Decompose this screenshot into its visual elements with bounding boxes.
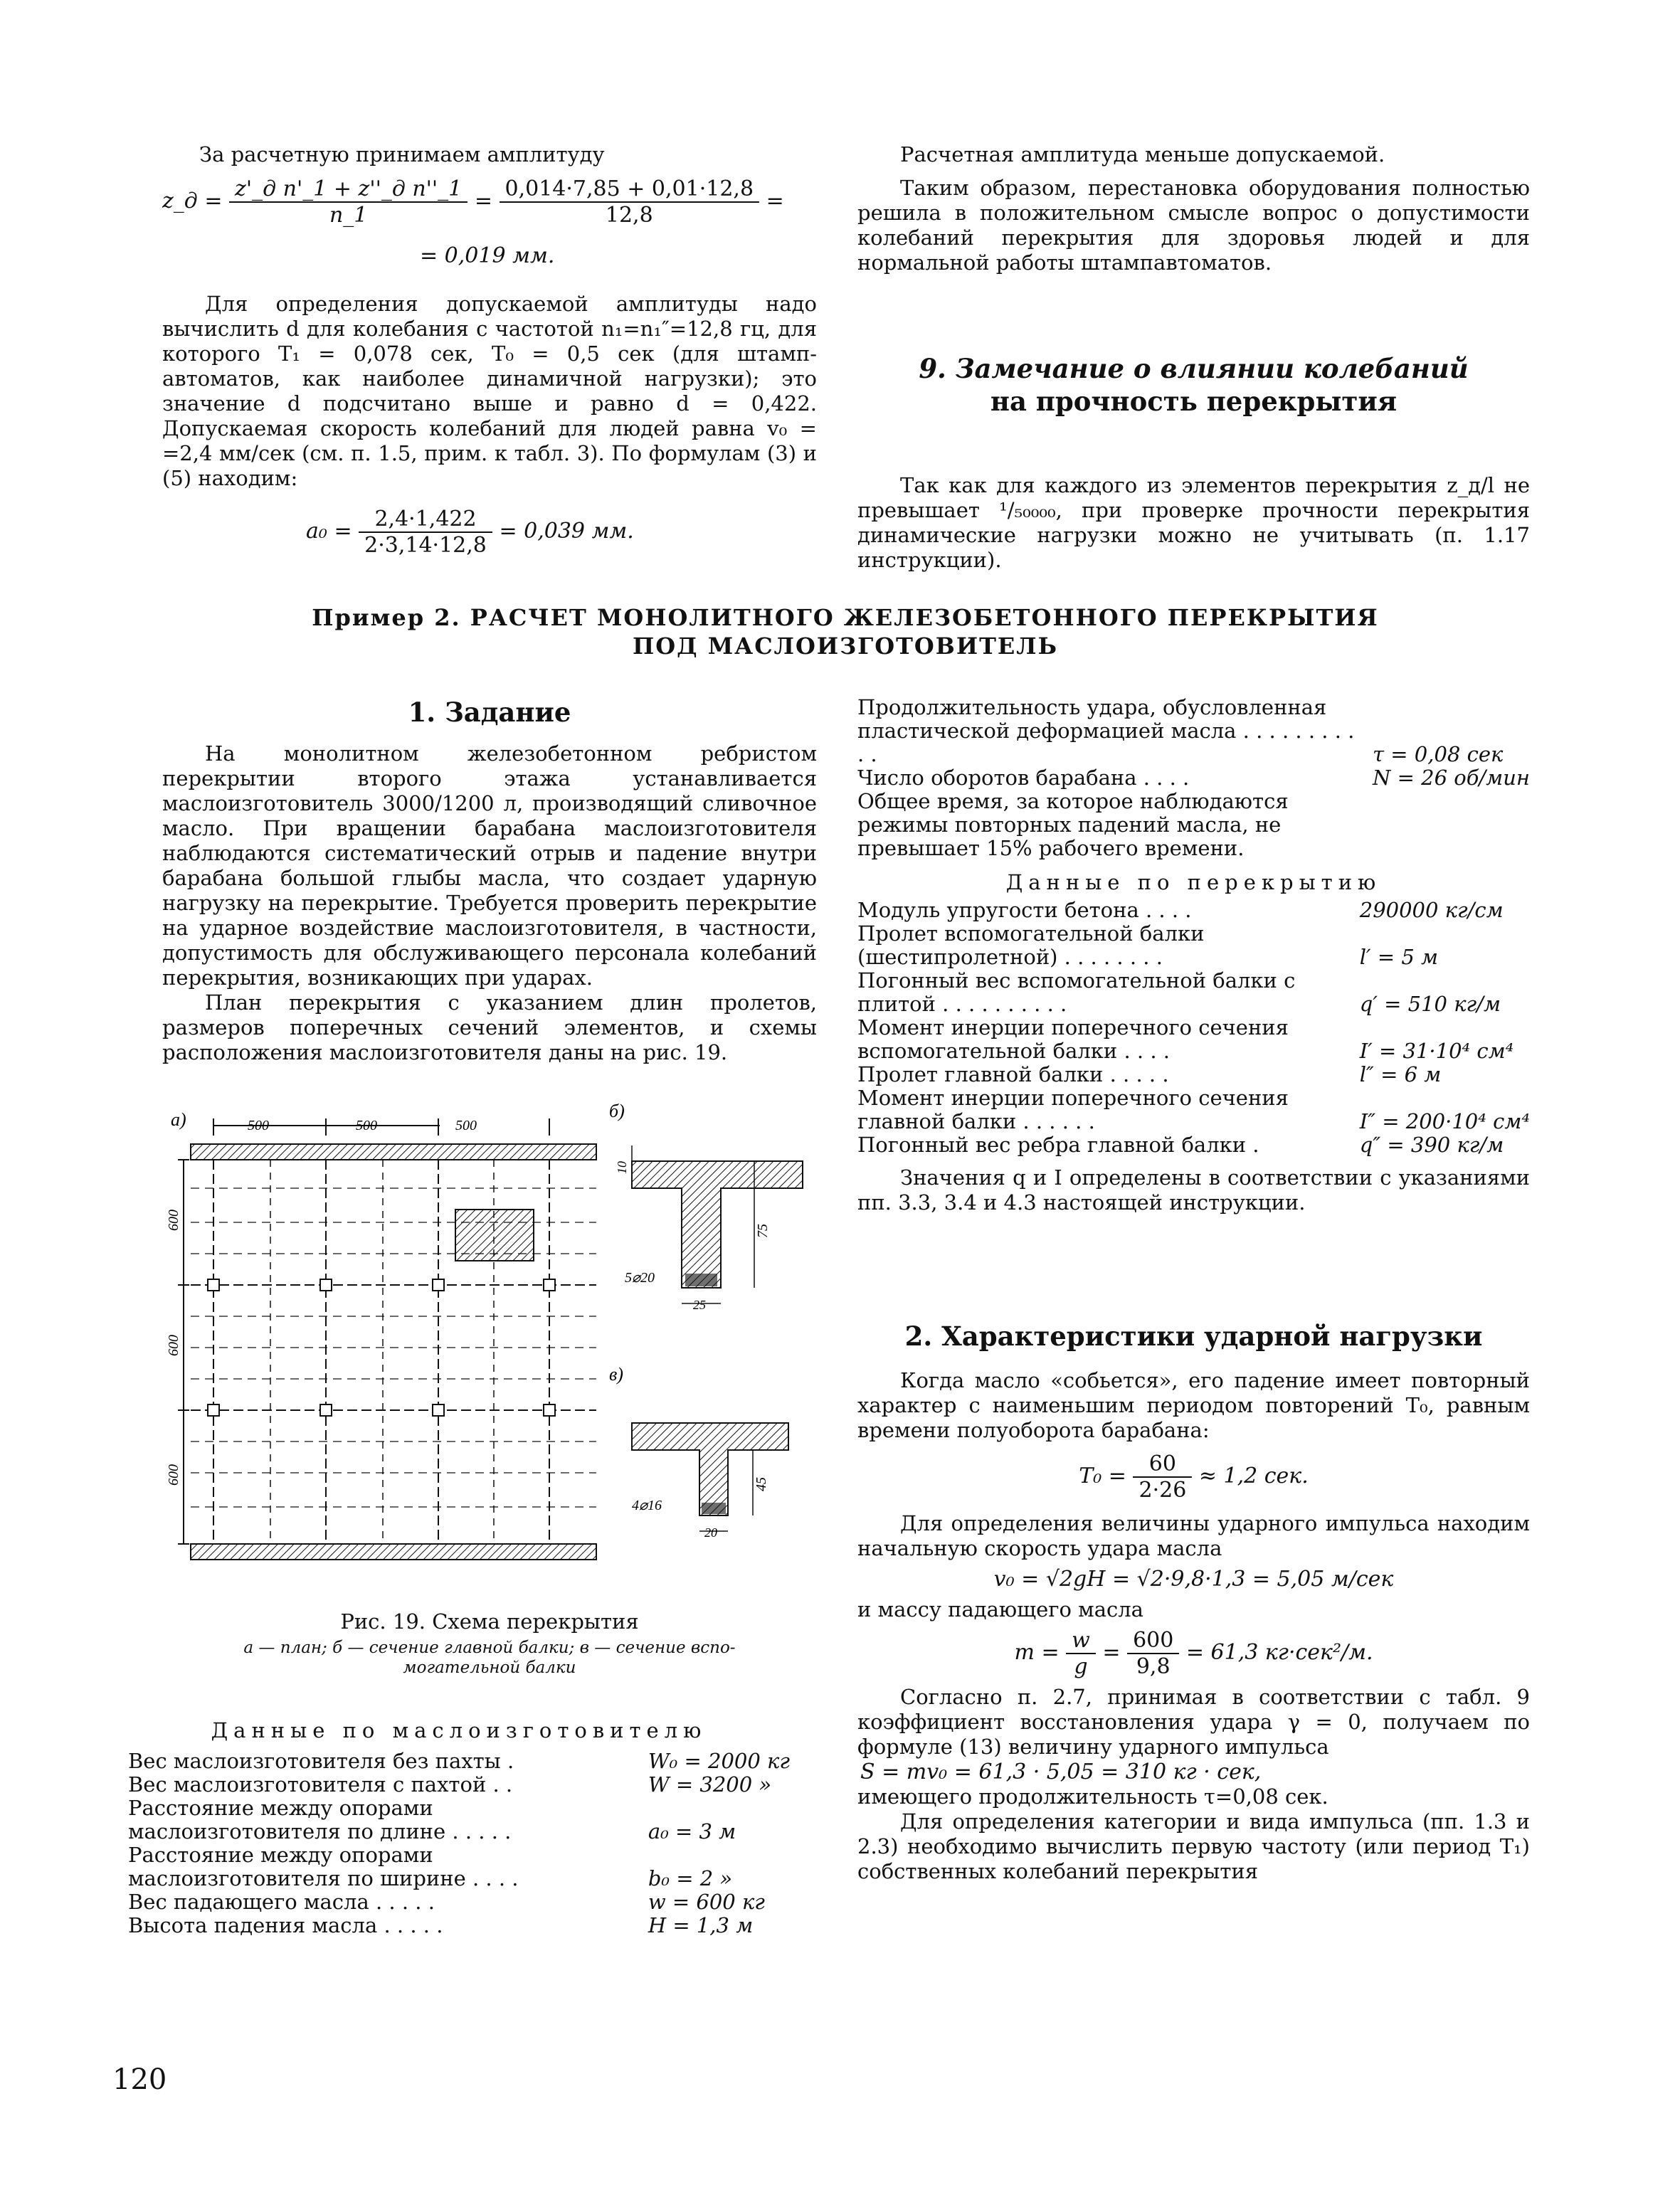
data-row-value: 290000 кг/см (1359, 898, 1504, 922)
fraction (500, 176, 760, 228)
formula-result: = 0,019 мм. (420, 243, 555, 268)
paragraph-repeat: Когда масло «собьется», его падение имеет повторный характер с наименьшим периодом повторений T₀, равным времени полуоборота барабана: (857, 1368, 1530, 1442)
section-2-title: 2. Характеристики ударной нагрузки (904, 1321, 1483, 1352)
data-row-label: Момент инерции поперечного сечения вспомогательной балки . . . . (857, 1015, 1289, 1063)
paragraph-duration: имеющего продолжительность τ=0,08 сек. (857, 1784, 1328, 1809)
formula-T0 (857, 1451, 1530, 1503)
label-v: в) (609, 1364, 623, 1385)
page-number: 120 (112, 2063, 167, 2096)
data-row-label: Расстояние между опорами маслоизготовителя по ширине . . . . (128, 1843, 519, 1890)
fraction (229, 176, 467, 228)
formula-result: = 61,3 кг·сек²/м. (1185, 1640, 1373, 1665)
data-row-label: Общее время, за которое наблюдаются режимы повторных падений масла, не превышает 15% рабочего времени. (857, 789, 1289, 860)
data-row-value: l′ = 5 м (1359, 945, 1439, 969)
data-row (857, 766, 1530, 790)
paragraph-d: Для определения допускаемой амплитуды надо вычислить d для колебания с частотой n₁=n₁″=12,8 гц, для которого T₁ = 0,078 сек, T₀ = 0,5 сек (для штамп-автоматов, как наиболее динамичной нагрузки); это значение d подсчитано выше и равно d = 0,422. Допускаемая скорость колебаний для людей равна v₀ = =2,4 мм/сек (см. п. 1.5, прим. к табл. 3). По формулам (3) и (5) находим: (162, 292, 817, 490)
paragraph-plan: План перекрытия с указанием длин пролетов, размеров поперечных сечений элементов, и схемы расположения маслоизготовителя даны на рис. 19. (162, 990, 817, 1064)
data-row-value: I′ = 31·10⁴ см⁴ (1359, 1039, 1514, 1063)
data-row (128, 1750, 790, 1773)
rebar-4d16: 4⌀16 (632, 1498, 662, 1513)
dim-600-3: 600 (166, 1464, 181, 1486)
fraction-denominator: g (1074, 1654, 1088, 1679)
fraction-denominator: 9,8 (1136, 1654, 1171, 1679)
fraction-denominator: n_1 (329, 203, 368, 228)
data-row (128, 1773, 790, 1797)
data-row-value: W = 3200 » (648, 1772, 772, 1797)
paragraph-conclusion: Таким образом, перестановка оборудования полностью решила в положительном смысле вопрос о допустимости колебаний перекрытия для здоровья людей и для нормальной работы штампавтоматов. (857, 176, 1530, 275)
paragraph-velocity: Для определения величины ударного импульса находим начальную скорость удара масла (857, 1511, 1530, 1560)
wall-bottom (191, 1544, 596, 1560)
data-row-value: H = 1,3 м (648, 1913, 754, 1937)
wall-top (191, 1144, 596, 1160)
formula-result: ≈ 1,2 сек. (1198, 1464, 1309, 1488)
note-q-i: Значения q и I определены в соответствии с указаниями пп. 3.3, 3.4 и 4.3 настоящей инструкции. (857, 1165, 1530, 1215)
data-row (857, 899, 1530, 922)
formula-lhs: a₀ = (306, 519, 352, 544)
fraction-denominator: 2·3,14·12,8 (364, 533, 487, 558)
data-row-label: Число оборотов барабана . . . . (857, 766, 1190, 790)
dim-20: 20 (704, 1525, 717, 1540)
data-row-value: W₀ = 2000 кг (648, 1749, 790, 1773)
data-row-value: w = 600 кг (648, 1890, 765, 1914)
paragraph-amplitude-less: Расчетная амплитуда меньше допускаемой. (900, 142, 1385, 166)
fraction-numerator: 600 (1127, 1628, 1179, 1654)
data-row-label: Вес маслоизготовителя без пахты . (128, 1749, 514, 1773)
data-row (128, 1914, 790, 1937)
data-row-value: τ = 0,08 сек (1373, 742, 1504, 766)
fraction-numerator: w (1066, 1628, 1096, 1654)
paragraph-task: На монолитном железобетонном ребристом перекрытии второго этажа устанавливается маслоизготовитель 3000/1200 л, производящий сливочное масло. При вращении барабана маслоизготовителя наблюдаются систематический отрыв и падение внутри барабана большой глыбы масла, что создает ударную нагрузку на перекрытие. Требуется проверить перекрытие на ударное воздействие маслоизготовителя, в частности, допустимость для обслуживающего персонала колебаний перекрытия, возникающих при ударах. (162, 741, 817, 990)
data-row-value (1363, 790, 1530, 860)
data-row (857, 1086, 1530, 1133)
data-row-label: Пролет вспомогательной балки (шестипролетной) . . . . . . . . (857, 921, 1205, 969)
fraction-denominator: 2·26 (1139, 1478, 1187, 1503)
section-9-title-line2: на прочность перекрытия (990, 386, 1398, 417)
data-row-value: b₀ = 2 » (648, 1866, 733, 1890)
paragraph-strength: Так как для каждого из элементов перекрытия z_д/l не превышает ¹/₅₀₀₀₀, при проверке прочности перекрытия динамические нагрузки можно не учитывать (п. 1.17 инструкции). (857, 473, 1530, 572)
fraction-numerator: z'_д n'_1 + z''_д n''_1 (229, 176, 467, 203)
data-row-label: Высота падения масла . . . . . (128, 1913, 443, 1937)
data-row (128, 1843, 790, 1890)
formula-lhs: T₀ = (1079, 1464, 1126, 1488)
formula-S: S = mv₀ = 61,3 · 5,05 = 310 кг · сек, (860, 1760, 1262, 1784)
machine-data-table (128, 1750, 790, 1937)
fraction-numerator: 60 (1133, 1451, 1192, 1478)
fraction (359, 507, 492, 558)
data-row (857, 969, 1530, 1016)
dim-75: 75 (755, 1224, 771, 1238)
dim-45: 45 (754, 1477, 769, 1491)
paragraph-category: Для определения категории и вида импульса (пп. 1.3 и 2.3) необходимо вычислить первую частоту (или период T₁) собственных колебаний перекрытия (857, 1809, 1530, 1883)
data-row-label: Вес маслоизготовителя с пахтой . . (128, 1772, 513, 1797)
equals-sign: = (1102, 1640, 1121, 1665)
equals-sign: = (766, 189, 784, 213)
main-beam-section (632, 1161, 803, 1288)
label-a: а) (171, 1109, 186, 1130)
example-title-line2: ПОД МАСЛОИЗГОТОВИТЕЛЬ (633, 633, 1058, 660)
data-row-value: q′ = 510 кг/м (1359, 992, 1501, 1016)
data-row-label: Вес падающего масла . . . . . (128, 1890, 435, 1914)
figure-caption: Рис. 19. Схема перекрытия (340, 1609, 639, 1634)
dim-500-3: 500 (455, 1118, 477, 1133)
data-row-value: l″ = 6 м (1359, 1062, 1442, 1086)
fraction-numerator: 0,014·7,85 + 0,01·12,8 (500, 176, 760, 203)
floor-data-title: Данные по перекрытию (1005, 870, 1382, 894)
dim-500-2: 500 (356, 1118, 377, 1133)
paragraph-mass: и массу падающего масла (857, 1597, 1143, 1621)
data-row-label: Момент инерции поперечного сечения главной балки . . . . . . (857, 1086, 1289, 1133)
data-row-label: Продолжительность удара, обусловленная пластической деформацией масла . . . . . . . . . . . (857, 695, 1355, 766)
figure-subcaption: а — план; б — сечение главной балки; в — сечение вспо- (243, 1639, 736, 1657)
fraction (1066, 1628, 1096, 1679)
data-row (857, 696, 1530, 766)
machine-data-title: Данные по маслоизготовителю (211, 1718, 707, 1742)
figure-19 (162, 1096, 817, 1594)
data-row-label: Погонный вес ребра главной балки . (857, 1133, 1259, 1157)
dim-600-1: 600 (166, 1210, 181, 1231)
data-row-value: N = 26 об/мин (1373, 766, 1530, 790)
formula-lhs: m = (1014, 1640, 1060, 1665)
data-row (857, 922, 1530, 969)
formula-zd (162, 176, 817, 240)
data-row-label: Расстояние между опорами маслоизготовителя по длине . . . . . (128, 1796, 512, 1843)
data-row (128, 1797, 790, 1843)
intro-text: За расчетную принимаем амплитуду (199, 142, 605, 166)
impact-data-table (857, 696, 1530, 860)
data-row-value: a₀ = 3 м (648, 1819, 736, 1843)
label-b: б) (609, 1101, 625, 1121)
data-row (857, 1016, 1530, 1063)
data-row (857, 1063, 1530, 1086)
data-row-value: q″ = 390 кг/м (1359, 1133, 1504, 1157)
formula-a0 (306, 507, 634, 558)
data-row (128, 1890, 790, 1914)
machine-footprint (455, 1210, 534, 1261)
floor-data-table (857, 899, 1530, 1157)
data-row (857, 790, 1530, 860)
fraction (1133, 1451, 1192, 1503)
dim-25: 25 (693, 1298, 706, 1312)
data-row-value: I″ = 200·10⁴ см⁴ (1359, 1109, 1530, 1133)
formula-lhs: z_д = (162, 189, 223, 213)
figure-subcaption-2: могательной балки (403, 1658, 576, 1677)
data-row (857, 1133, 1530, 1157)
equals-sign: = (474, 189, 492, 213)
formula-m (857, 1628, 1530, 1679)
formula-v0: v₀ = √2gH = √2·9,8·1,3 = 5,05 м/сек (993, 1567, 1394, 1592)
data-row-label: Пролет главной балки . . . . . (857, 1062, 1169, 1086)
dim-600-2: 600 (166, 1335, 181, 1356)
example-title: Пример 2. РАСЧЕТ МОНОЛИТНОГО ЖЕЛЕЗОБЕТОННОГО ПЕРЕКРЫТИЯ (312, 604, 1379, 631)
data-row-label: Погонный вес вспомогательной балки с плитой . . . . . . . . . . (857, 968, 1296, 1016)
fraction-denominator: 12,8 (605, 203, 653, 228)
fraction-numerator: 2,4·1,422 (359, 507, 492, 533)
paragraph-impulse: Согласно п. 2.7, принимая в соответствии с табл. 9 коэффициент восстановления удара γ = 0, получаем по формуле (13) величину ударного импульса (857, 1685, 1530, 1759)
data-row-label: Модуль упругости бетона . . . . (857, 898, 1192, 922)
dim-10: 10 (615, 1161, 629, 1174)
fraction (1127, 1628, 1179, 1679)
section-9-title: 9. Замечание о влиянии колебаний (919, 353, 1469, 384)
dim-500-1: 500 (248, 1118, 269, 1133)
formula-result: = 0,039 мм. (499, 519, 634, 544)
section-1-title: 1. Задание (408, 697, 571, 728)
rebar-5d20: 5⌀20 (625, 1270, 655, 1286)
